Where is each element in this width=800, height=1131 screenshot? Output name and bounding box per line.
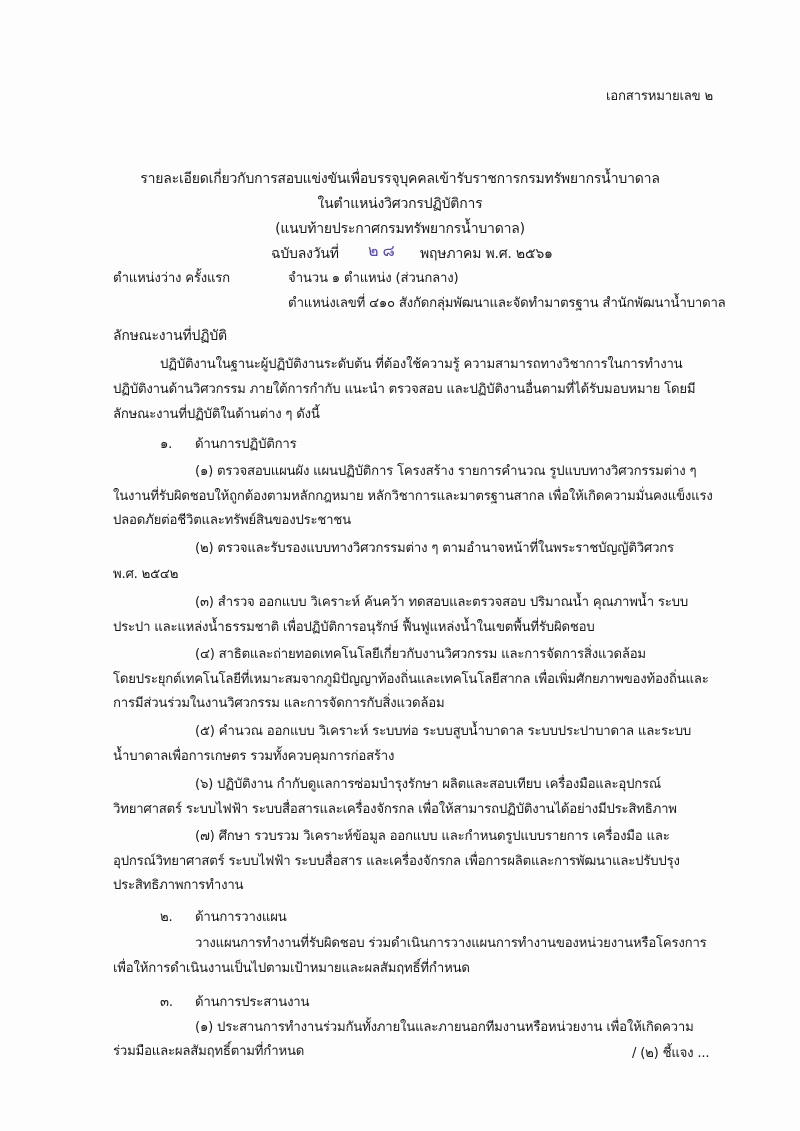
item-line: (๔) สาธิตและถ่ายทอดเทคโนโลยีเกี่ยวกับงานวิศวกรรม และการจัดการสิ่งแวดล้อม <box>195 647 646 662</box>
item-line: (๑) ตรวจสอบแผนผัง แผนปฏิบัติการ โครงสร้าง รายการคำนวณ รูปแบบทางวิศวกรรมต่าง ๆ <box>195 464 697 479</box>
intro-line: ปฏิบัติงานด้านวิศวกรรม ภายใต้การกำกับ แนะนำ ตรวจสอบ และปฏิบัติงานอื่นตามที่ได้รับมอบหมาย โดยมี <box>113 382 696 397</box>
item-line: (๒) ตรวจและรับรองแบบทางวิศวกรรมต่าง ๆ ตามอำนาจหน้าที่ในพระราชบัญญัติวิศวกร <box>195 541 674 556</box>
area-1-number: ๑. <box>160 437 173 452</box>
vacancy-count: จำนวน ๑ ตำแหน่ง (ส่วนกลาง) <box>288 271 459 286</box>
item-line: การมีส่วนร่วมในงานวิศวกรรม และการจัดการกับสิ่งแวดล้อม <box>113 696 445 711</box>
item-line: น้ำบาดาลเพื่อการเกษตร รวมทั้งควบคุมการก่อสร้าง <box>113 749 395 764</box>
item-line: เพื่อให้การดำเนินงานเป็นไปตามเป้าหมายและผลสัมฤทธิ์ที่กำหนด <box>113 961 470 976</box>
intro-line: ปฏิบัติงานในฐานะผู้ปฏิบัติงานระดับต้น ที่ต้องใช้ความรู้ ความสามารถทางวิชาการในการทำงาน <box>160 357 683 372</box>
vacancy-position: ตำแหน่งเลขที่ ๔๑๐ สังกัดกลุ่มพัฒนาและจัดทำมาตรฐาน สำนักพัฒนาน้ำบาดาล <box>288 296 726 311</box>
title-line-2: ในตำแหน่งวิศวกรปฏิบัติการ <box>317 196 483 212</box>
date-suffix: พฤษภาคม พ.ศ. ๒๕๖๑ <box>420 246 553 262</box>
area-2-title: ด้านการวางแผน <box>195 910 287 925</box>
item-line: (๓) สำรวจ ออกแบบ วิเคราะห์ ค้นคว้า ทดสอบและตรวจสอบ ปริมาณน้ำ คุณภาพน้ำ ระบบ <box>195 595 689 610</box>
document-number: เอกสารหมายเลข ๒ <box>606 89 713 104</box>
item-line: ปลอดภัยต่อชีวิตและทรัพย์สินของประชาชน <box>113 513 351 528</box>
item-line: ประปา และแหล่งน้ำธรรมชาติ เพื่อปฏิบัติการอนุรักษ์ ฟื้นฟูแหล่งน้ำในเขตพื้นที่รับผิดชอบ <box>113 620 595 635</box>
item-line: โดยประยุกต์เทคโนโลยีที่เหมาะสมจากภูมิปัญญาท้องถิ่นและเทคโนโลยีสากล เพื่อเพิ่มศักยภาพของท้องถิ่นและ <box>113 672 709 687</box>
item-line: พ.ศ. ๒๕๔๒ <box>113 567 179 582</box>
item-line: ร่วมมือและผลสัมฤทธิ์ตามที่กำหนด <box>113 1044 305 1059</box>
item-line: (๑) ประสานการทำงานร่วมกันทั้งภายในและภายนอกทีมงานหรือหน่วยงาน เพื่อให้เกิดความ <box>195 1020 694 1035</box>
item-line: (๕) คำนวณ ออกแบบ วิเคราะห์ ระบบท่อ ระบบสูบน้ำบาดาล ระบบประปาบาดาล และระบบ <box>195 724 692 739</box>
item-line: (๗) ศึกษา รวบรวม วิเคราะห์ข้อมูล ออกแบบ และกำหนดรูปแบบรายการ เครื่องมือ และ <box>195 829 670 844</box>
section-heading: ลักษณะงานที่ปฏิบัติ <box>113 328 227 344</box>
item-line: อุปกรณ์วิทยาศาสตร์ ระบบไฟฟ้า ระบบสื่อสาร และเครื่องจักรกล เพื่อการผลิตและการพัฒนาและปรับปรุง <box>113 854 680 869</box>
date-prefix: ฉบับลงวันที่ <box>271 246 339 262</box>
area-1-title: ด้านการปฏิบัติการ <box>195 437 297 452</box>
item-line: วางแผนการทำงานที่รับผิดชอบ ร่วมดำเนินการวางแผนการทำงานของหน่วยงานหรือโครงการ <box>195 936 707 951</box>
vacancy-label: ตำแหน่งว่าง ครั้งแรก <box>113 271 230 286</box>
area-3-title: ด้านการประสานงาน <box>195 995 310 1010</box>
area-3-number: ๓. <box>160 995 173 1010</box>
item-line: วิทยาศาสตร์ ระบบไฟฟ้า ระบบสื่อสารและเครื่องจักรกล เพื่อให้สามารถปฏิบัติงานได้อย่างมีประสิทธิภาพ <box>113 802 677 817</box>
item-line: ในงานที่รับผิดชอบให้ถูกต้องตามหลักกฎหมาย หลักวิชาการและมาตรฐานสากล เพื่อให้เกิดความมั่นคงแข็งแรง <box>113 489 713 504</box>
area-2-number: ๒. <box>160 910 173 925</box>
handwritten-day: ๒๘ <box>368 241 399 260</box>
item-line: ประสิทธิภาพการทำงาน <box>113 878 244 893</box>
item-line: (๖) ปฏิบัติงาน กำกับดูแลการซ่อมบำรุงรักษา ผลิตและสอบเทียบ เครื่องมือและอุปกรณ์ <box>195 777 661 792</box>
intro-line: ลักษณะงานที่ปฏิบัติในด้านต่าง ๆ ดังนี้ <box>113 407 320 422</box>
title-line-3: (แนบท้ายประกาศกรมทรัพยากรน้ำบาดาล) <box>275 221 525 237</box>
title-line-1: รายละเอียดเกี่ยวกับการสอบแข่งขันเพื่อบรรจุบุคคลเข้ารับราชการกรมทรัพยากรน้ำบาดาล <box>140 171 660 187</box>
continuation-note: / (๒) ชี้แจง ... <box>632 1046 710 1061</box>
